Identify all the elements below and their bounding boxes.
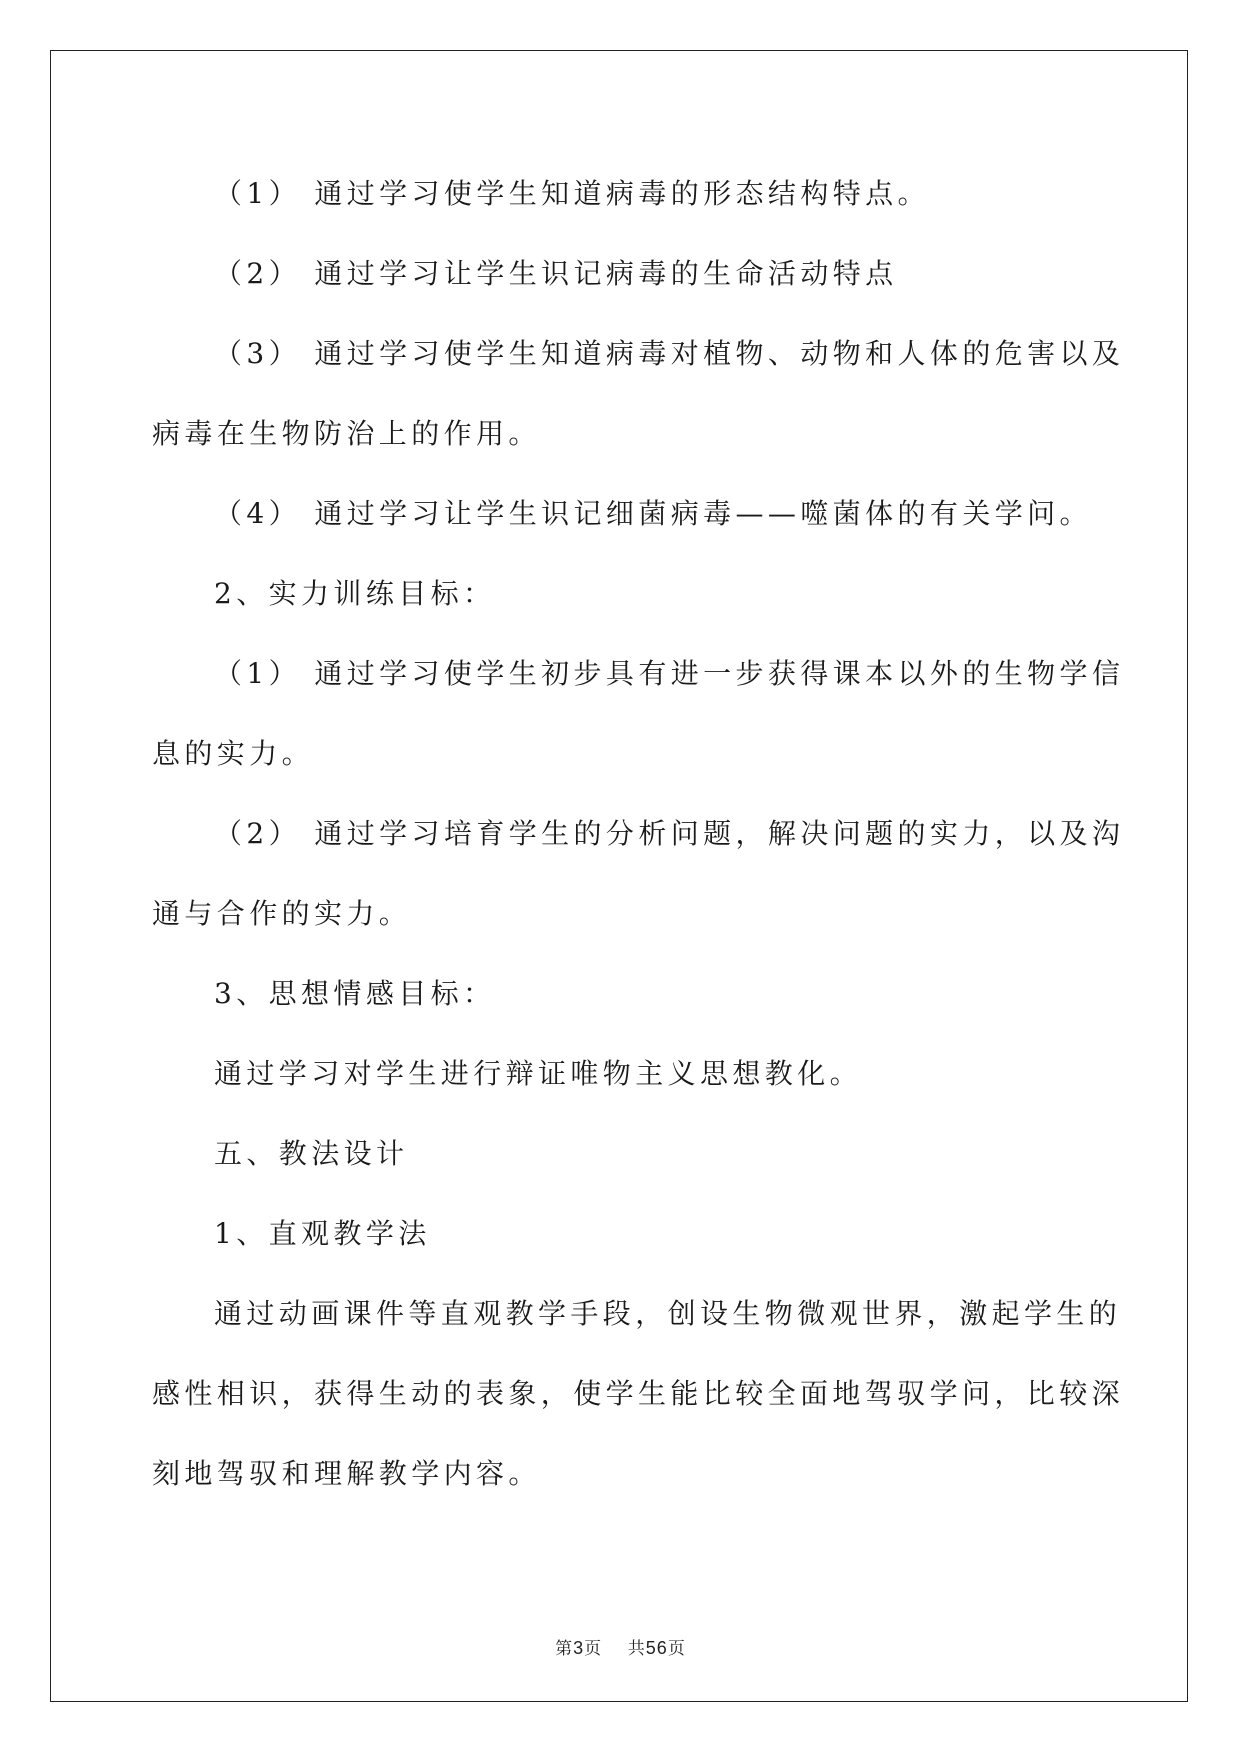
text-line: （3） 通过学习使学生知道病毒对植物、动物和人体的危害以及: [214, 337, 1125, 370]
text-line: （4） 通过学习让学生识记细菌病毒——噬菌体的有关学问。: [214, 497, 1092, 530]
text-line: （2） 通过学习让学生识记病毒的生命活动特点: [214, 257, 898, 290]
text-line: （2） 通过学习培育学生的分析问题，解决问题的实力，以及沟: [214, 817, 1125, 850]
total-prefix: 共: [627, 1639, 646, 1659]
section-heading: 2、实力训练目标：: [214, 577, 496, 610]
total-suffix: 页: [667, 1639, 686, 1659]
page-footer: [0, 1634, 1241, 1659]
page-number: 3: [573, 1638, 585, 1658]
total-pages: 56: [645, 1638, 668, 1658]
page-suffix: 页: [584, 1639, 603, 1659]
page-prefix: 第: [555, 1639, 574, 1659]
section-heading: 1、直观教学法: [214, 1217, 431, 1250]
section-heading: 五、教法设计: [214, 1137, 409, 1170]
text-line: 通过学习对学生进行辩证唯物主义思想教化。: [214, 1057, 863, 1090]
text-line: 病毒在生物防治上的作用。: [152, 417, 541, 450]
text-line: （1） 通过学习使学生初步具有进一步获得课本以外的生物学信: [214, 657, 1125, 690]
text-line: 刻地驾驭和理解教学内容。: [152, 1457, 541, 1490]
page-border: [50, 50, 1188, 1702]
text-line: 感性相识，获得生动的表象，使学生能比较全面地驾驭学问，比较深: [152, 1377, 1125, 1410]
section-heading: 3、思想情感目标：: [214, 977, 496, 1010]
text-line: 通与合作的实力。: [152, 897, 412, 930]
text-line: （1） 通过学习使学生知道病毒的形态结构特点。: [214, 177, 930, 210]
text-line: 通过动画课件等直观教学手段，创设生物微观世界，激起学生的: [214, 1297, 1122, 1330]
text-line: 息的实力。: [152, 737, 315, 770]
